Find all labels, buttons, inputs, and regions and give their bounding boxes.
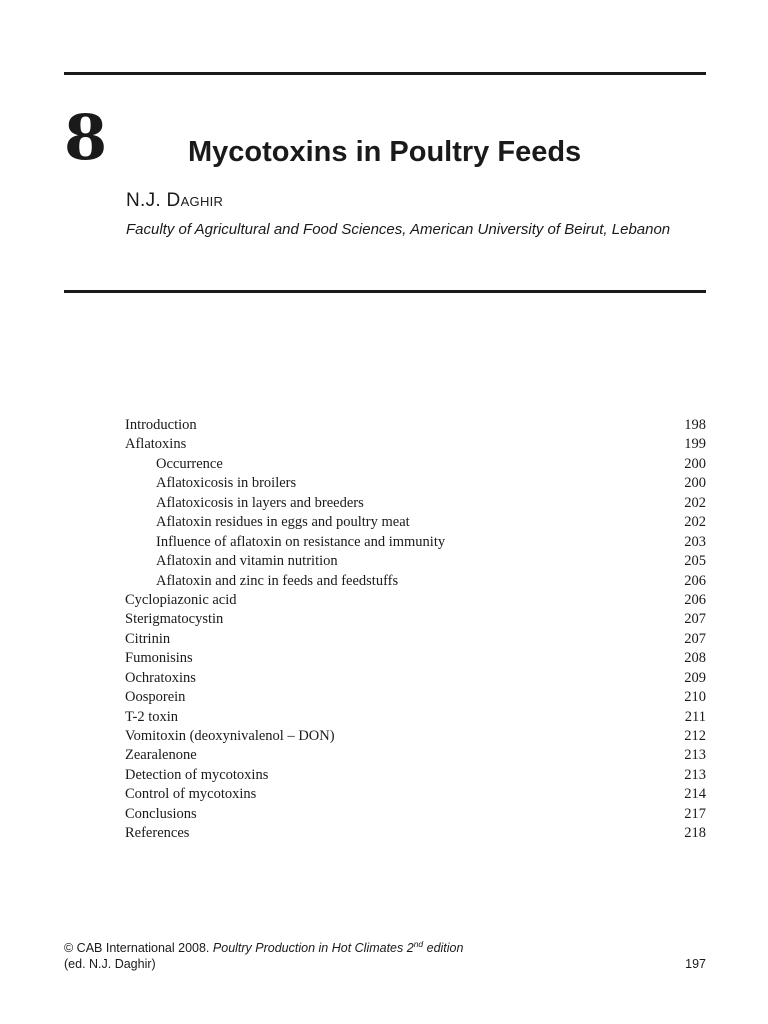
toc-entry-page: 205 <box>684 553 706 570</box>
toc-entry <box>125 785 706 804</box>
toc-entry <box>125 688 706 707</box>
toc-entry <box>125 669 706 688</box>
toc-entry <box>125 552 706 571</box>
toc-entry <box>125 435 706 454</box>
toc-entry-title: Citrinin <box>125 630 171 647</box>
page-number: 197 <box>685 957 706 971</box>
toc-entry-title: Fumonisins <box>125 650 193 667</box>
footer-copyright: © CAB International 2008. <box>64 941 210 955</box>
toc-entry <box>125 708 706 727</box>
toc-entry <box>125 610 706 629</box>
toc-entry-page: 208 <box>684 650 706 667</box>
toc-entry-title: Oosporein <box>125 689 186 706</box>
toc-entry-title: Conclusions <box>125 805 197 822</box>
toc-entry-title: Aflatoxin and zinc in feeds and feedstuffs <box>156 572 399 589</box>
toc-entry <box>125 805 706 824</box>
toc-entry-title: Zearalenone <box>125 747 197 764</box>
toc-entry-title: Ochratoxins <box>125 669 196 686</box>
toc-entry <box>125 727 706 746</box>
toc-entry-title: Aflatoxicosis in layers and breeders <box>156 494 364 511</box>
toc-entry-page: 203 <box>684 533 706 550</box>
toc-entry-page: 202 <box>684 494 706 511</box>
toc-entry <box>125 649 706 668</box>
toc-entry-title: T-2 toxin <box>125 708 179 725</box>
toc-entry <box>125 766 706 785</box>
toc-entry-title: Occurrence <box>156 455 223 472</box>
footer-edition-word: edition <box>423 941 464 955</box>
toc-entry-page: 202 <box>684 514 706 531</box>
toc-entry-page: 214 <box>684 786 706 803</box>
bottom-rule <box>64 290 706 293</box>
toc-entry-title: Aflatoxins <box>125 436 187 453</box>
chapter-title: Mycotoxins in Poultry Feeds <box>188 136 582 168</box>
toc-entry-page: 207 <box>684 611 706 628</box>
toc-entry-title: Detection of mycotoxins <box>125 766 269 783</box>
footer-book-title-text: Poultry Production in Hot Climates 2 <box>212 941 414 955</box>
toc-entry-page: 211 <box>684 708 706 725</box>
toc-entry <box>125 513 706 532</box>
toc-entry-page: 206 <box>684 591 706 608</box>
page-footer <box>64 940 706 972</box>
toc-entry-page: 213 <box>684 747 706 764</box>
footer-second-line <box>64 956 706 972</box>
toc-entry-page: 209 <box>684 669 706 686</box>
toc-entry-title: Aflatoxin residues in eggs and poultry meat <box>156 514 410 531</box>
toc-entry <box>125 474 706 493</box>
toc-entry-page: 200 <box>684 475 706 492</box>
toc-entry-page: 200 <box>684 455 706 472</box>
toc-entry-page: 218 <box>684 825 706 842</box>
toc-entry-page: 210 <box>684 689 706 706</box>
toc-entry <box>125 455 706 474</box>
toc-entry <box>125 494 706 513</box>
footer-editor: (ed. N.J. Daghir) <box>64 957 156 971</box>
toc-entry-page: 212 <box>684 728 706 744</box>
toc-entry-page: 199 <box>684 436 706 453</box>
author-affiliation: Faculty of Agricultural and Food Sciences, American University of Beirut, Lebanon <box>126 221 671 238</box>
toc-entry <box>125 824 706 843</box>
toc-entry <box>125 572 706 591</box>
toc-entry-title: Sterigmatocystin <box>125 611 224 628</box>
toc-entry-title: Aflatoxin and vitamin nutrition <box>156 553 338 570</box>
table-of-contents <box>125 416 706 844</box>
author-name: N.J. Daghir <box>126 190 224 211</box>
toc-entry <box>125 630 706 649</box>
toc-entry-page: 206 <box>684 572 706 589</box>
toc-entry-title: Introduction <box>125 417 197 433</box>
top-rule <box>64 72 706 75</box>
footer-citation <box>64 940 706 956</box>
toc-entry <box>125 591 706 610</box>
toc-entry-title: Vomitoxin (deoxynivalenol – DON) <box>125 728 335 744</box>
chapter-number: 8 <box>64 101 108 174</box>
toc-entry <box>125 746 706 765</box>
toc-entry-page: 213 <box>684 766 706 783</box>
toc-entry-title: Cyclopiazonic acid <box>125 591 237 608</box>
toc-entry-page: 217 <box>684 805 706 822</box>
toc-entry <box>125 533 706 552</box>
toc-entry-title: Influence of aflatoxin on resistance and immunity <box>156 533 446 550</box>
toc-entry <box>125 416 706 435</box>
toc-entry-title: Aflatoxicosis in broilers <box>156 475 297 492</box>
toc-entry-page: 198 <box>684 417 706 433</box>
toc-entry-page: 207 <box>684 630 706 647</box>
footer-book-title <box>212 938 464 955</box>
toc-entry-title: References <box>125 825 190 842</box>
toc-entry-title: Control of mycotoxins <box>125 786 257 803</box>
footer-edition-sup: nd <box>413 938 424 949</box>
